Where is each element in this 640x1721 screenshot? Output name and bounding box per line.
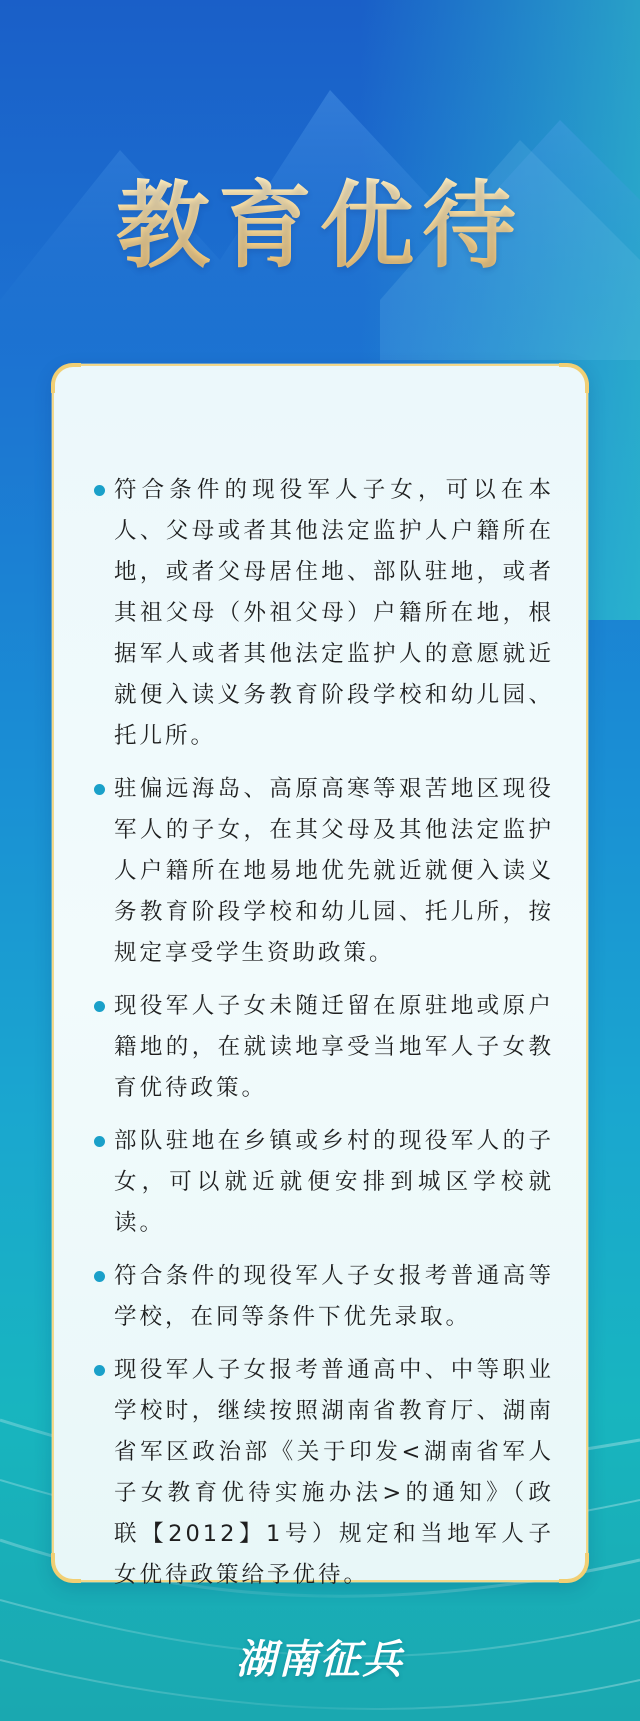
bullet-dot-icon (94, 784, 105, 795)
policy-list (54, 470, 590, 1608)
list-item-text: 现役军人子女未随迁留在原驻地或原户籍地的，在就读地享受当地军人子女教育优待政策。 (114, 993, 554, 1101)
list-item (98, 1256, 554, 1338)
bullet-dot-icon (94, 1271, 105, 1282)
list-item-text: 符合条件的现役军人子女，可以在本人、父母或者其他法定监护人户籍所在地，或者父母居住地、部队驻地，或者其祖父母（外祖父母）户籍所在地，根据军人或者其他法定监护人的意愿就近就便入读义务教育阶段学校和幼儿园、托儿所。 (114, 477, 554, 749)
bullet-dot-icon (94, 1365, 105, 1376)
list-item-text: 现役军人子女报考普通高中、中等职业学校时，继续按照湖南省教育厅、湖南省军区政治部《关于印发<湖南省军人子女教育优待实施办法>的通知》（政联【2012】1号）规定和当地军人子女优待政策给予优待。 (114, 1357, 554, 1588)
bullet-dot-icon (94, 1001, 105, 1012)
list-item (98, 1121, 554, 1244)
page-title: 教育优待 (0, 150, 640, 285)
list-item (98, 470, 554, 757)
list-item (98, 769, 554, 974)
bullet-dot-icon (94, 485, 105, 496)
footer-logo: 湖南征兵 (236, 1637, 404, 1683)
list-item (98, 1350, 554, 1596)
list-item-text: 符合条件的现役军人子女报考普通高等学校，在同等条件下优先录取。 (114, 1263, 554, 1330)
content-card (52, 364, 588, 1588)
list-item-text: 驻偏远海岛、高原高寒等艰苦地区现役军人的子女，在其父母及其他法定监护人户籍所在地易地优先就近就便入读义务教育阶段学校和幼儿园、托儿所，按规定享受学生资助政策。 (114, 776, 554, 966)
list-item-text: 部队驻地在乡镇或乡村的现役军人的子女，可以就近就便安排到城区学校就读。 (114, 1128, 554, 1236)
list-item (98, 986, 554, 1109)
bullet-dot-icon (94, 1136, 105, 1147)
